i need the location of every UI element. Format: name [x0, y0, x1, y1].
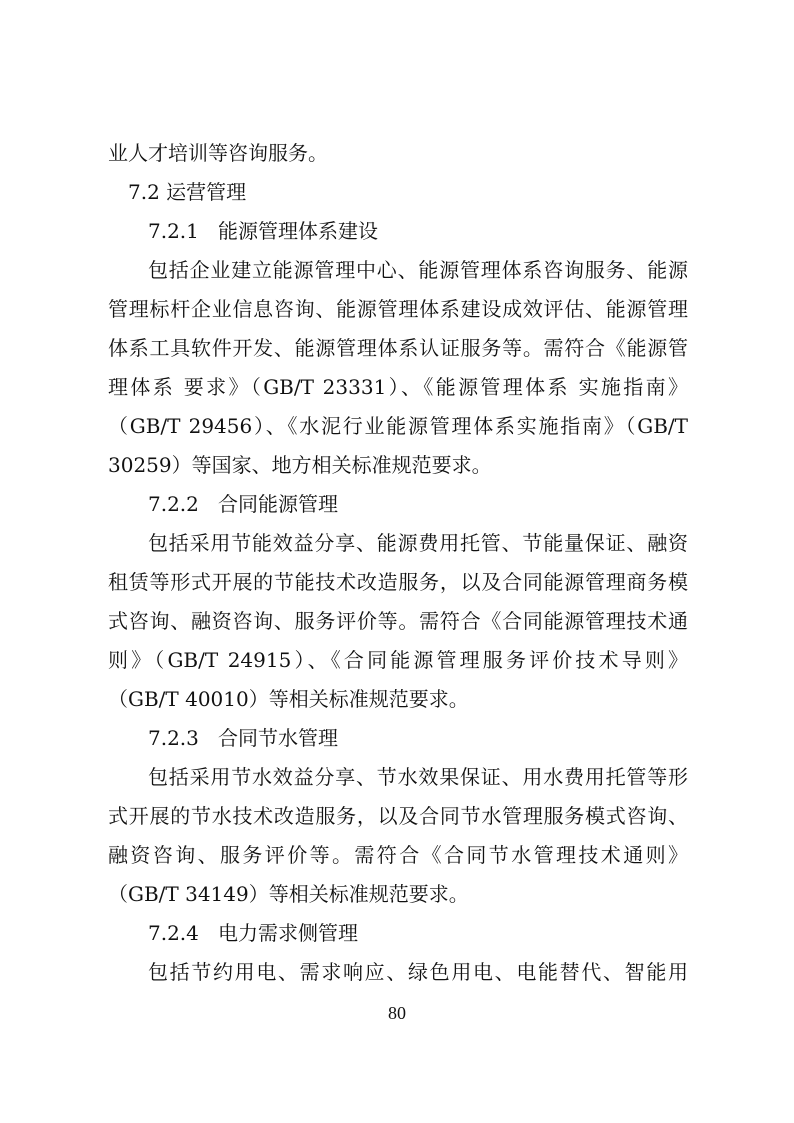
- subsection-heading-7-2-4: [148, 918, 728, 948]
- section-heading-7-2: [128, 177, 708, 207]
- page-number: 80: [388, 1003, 406, 1023]
- paragraph-line: 管理标杆企业信息咨询、能源管理体系建设成效评估、能源管理: [108, 297, 688, 321]
- paragraph-line: 包括采用节水效益分享、节水效果保证、用水费用托管等形: [148, 765, 688, 789]
- continuation-line: 业人才培训等咨询服务。: [108, 141, 328, 165]
- subsection-heading-7-2-3: [148, 723, 728, 753]
- subsection-number: 7.2.4: [148, 921, 199, 945]
- subsection-number: 7.2.2: [148, 492, 199, 516]
- paragraph-line: 融资咨询、服务评价等。需符合《合同节水管理技术通则》: [108, 843, 688, 867]
- paragraph-line: （GB/T 34149）等相关标准规范要求。: [108, 882, 469, 906]
- subsection-title: 电力需求侧管理: [218, 921, 358, 945]
- paragraph-line: 租赁等形式开展的节能技术改造服务，以及合同能源管理商务模: [108, 570, 688, 594]
- subsection-title: 合同节水管理: [218, 726, 338, 750]
- subsection-number: 7.2.1: [148, 219, 199, 243]
- paragraph-line: 包括采用节能效益分享、能源费用托管、节能量保证、融资: [148, 531, 688, 555]
- subsection-title: 能源管理体系建设: [218, 219, 378, 243]
- section-number: 7.2: [128, 180, 160, 204]
- paragraph-line: 则》（GB/T 24915）、《合同能源管理服务评价技术导则》: [108, 648, 688, 672]
- subsection-title: 合同能源管理: [218, 492, 338, 516]
- subsection-heading-7-2-2: [148, 489, 728, 519]
- subsection-number: 7.2.3: [148, 726, 199, 750]
- paragraph-line: 包括节约用电、需求响应、绿色用电、电能替代、智能用: [148, 960, 688, 984]
- paragraph-line: （GB/T 40010）等相关标准规范要求。: [108, 687, 469, 711]
- paragraph-line: 式开展的节水技术改造服务，以及合同节水管理服务模式咨询、: [108, 804, 688, 828]
- paragraph-line: 30259）等国家、地方相关标准规范要求。: [108, 453, 492, 477]
- paragraph-line: （GB/T 29456）、《水泥行业能源管理体系实施指南》（GB/T: [108, 414, 688, 438]
- section-title: 运营管理: [166, 180, 247, 204]
- subsection-heading-7-2-1: [148, 216, 728, 246]
- paragraph-line: 式咨询、融资咨询、服务评价等。需符合《合同能源管理技术通: [108, 609, 688, 633]
- paragraph-line: 包括企业建立能源管理中心、能源管理体系咨询服务、能源: [148, 258, 688, 282]
- paragraph-line: 理体系 要求》（GB/T 23331）、《能源管理体系 实施指南》: [108, 375, 688, 399]
- paragraph-line: 体系工具软件开发、能源管理体系认证服务等。需符合《能源管: [108, 336, 688, 360]
